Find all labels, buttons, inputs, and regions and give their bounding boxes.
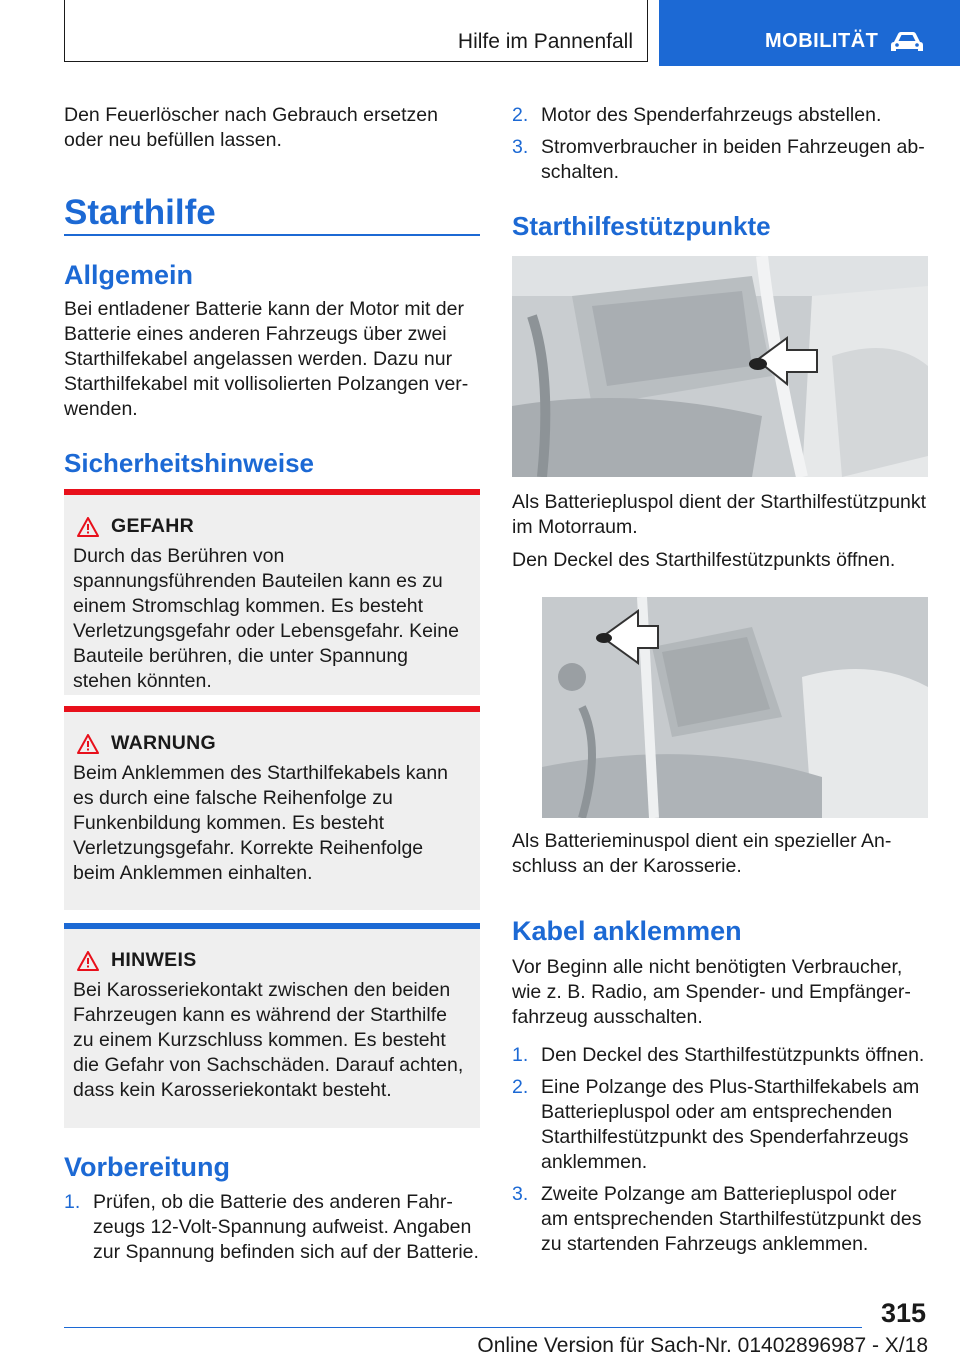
notice-text: Beim Anklemmen des Starthilfekabels kann es durch eine falsche Reihenfolge zu Funkenbildung kommen. Es besteht Verletzungsgefahr. Korrekte Reihenfolge beim Anklemmen einhalten. bbox=[73, 762, 449, 884]
general-heading: Allgemein bbox=[64, 260, 194, 290]
photo1-caption-block bbox=[512, 490, 928, 573]
engine-bay-photo-negative bbox=[542, 597, 928, 818]
points-heading: Starthilfestützpunkte bbox=[512, 211, 771, 241]
car-icon bbox=[889, 30, 925, 54]
prep-steps-left bbox=[64, 1190, 480, 1272]
list-item bbox=[512, 135, 928, 185]
warning-triangle-icon bbox=[77, 951, 99, 971]
step-number: 3. bbox=[512, 136, 529, 158]
step-text: Motor des Spenderfahrzeugs abstellen. bbox=[541, 104, 882, 126]
list-item bbox=[512, 1043, 928, 1068]
notice-text: Durch das Berühren von spannungsführenden Bauteilen kann es zu einem Stromschlag kommen. Es besteht Verletzungsgefahr oder Lebensgefahr. Keine Bauteile berühren, die unter Spannung stehen könnten. bbox=[73, 545, 459, 692]
connect-intro: Vor Beginn alle nicht benötigten Verbraucher, wie z. B. Radio, am Spender- und Empfängerfahrzeug ausschalten. bbox=[512, 956, 911, 1028]
step-number: 1. bbox=[64, 1191, 81, 1213]
list-item bbox=[512, 103, 928, 128]
engine-bay-photo-positive bbox=[512, 256, 928, 477]
page-title: Starthilfe bbox=[64, 193, 216, 232]
connect-steps bbox=[512, 1043, 928, 1264]
connect-heading: Kabel anklemmen bbox=[512, 916, 742, 946]
step-number: 2. bbox=[512, 1076, 529, 1098]
chapter-tab-label: MOBILITÄT bbox=[765, 30, 879, 52]
general-section bbox=[64, 297, 480, 422]
warning-triangle-icon bbox=[77, 517, 99, 537]
step-number: 1. bbox=[512, 1044, 529, 1066]
photo2-caption-block bbox=[512, 829, 928, 879]
left-column bbox=[64, 103, 480, 153]
step-number: 2. bbox=[512, 104, 529, 126]
title-rule bbox=[64, 234, 480, 236]
engine-bay-illustration bbox=[512, 256, 928, 477]
danger-notice bbox=[64, 489, 480, 695]
notice-title: WARNUNG bbox=[111, 732, 217, 754]
page-number: 315 bbox=[880, 1298, 926, 1328]
general-text: Bei entladener Batterie kann der Motor mit der Batterie eines anderen Fahrzeugs über zwei Starthilfekabel angelassen werden. Dazu nur Starthilfekabel mit vollisolierten Polzangen verwenden. bbox=[64, 298, 469, 420]
header-box bbox=[64, 0, 648, 62]
photo1-caption: Als Batteriepluspol dient der Starthilfestützpunkt im Motorraum. bbox=[512, 491, 927, 538]
notice-title: HINWEIS bbox=[111, 949, 197, 971]
list-item bbox=[512, 1075, 928, 1175]
connect-intro-block bbox=[512, 955, 928, 1030]
photo1-instruction: Den Deckel des Starthilfestützpunkts öffnen. bbox=[512, 549, 896, 571]
list-item bbox=[512, 1182, 928, 1257]
step-text: Den Deckel des Starthilfestützpunkts öffnen. bbox=[541, 1044, 925, 1066]
engine-bay-illustration-2 bbox=[542, 597, 928, 818]
step-text: Stromverbraucher in beiden Fahrzeugen abschalten. bbox=[541, 136, 925, 183]
step-text: Zweite Polzange am Batteriepluspol oder am entsprechenden Starthilfestützpunkt des zu startenden Fahrzeugs anklemmen. bbox=[541, 1183, 922, 1255]
notice-title: GEFAHR bbox=[111, 515, 195, 537]
prep-heading: Vorbereitung bbox=[64, 1152, 231, 1182]
photo2-caption: Als Batterieminuspol dient ein spezieller Anschluss an der Karosserie. bbox=[512, 830, 892, 877]
chapter-tab[interactable] bbox=[659, 0, 960, 66]
intro-text: Den Feuerlöscher nach Gebrauch ersetzen oder neu befüllen lassen. bbox=[64, 104, 438, 151]
step-text: Eine Polzange des Plus-Starthilfekabels am Batteriepluspol oder am entsprechenden Starthilfestützpunkt des Spenderfahrzeugs anklemmen. bbox=[541, 1076, 920, 1173]
warning-triangle-icon bbox=[77, 734, 99, 754]
footer-version-text: Online Version für Sach-Nr. 01402896987 - X/18 bbox=[477, 1334, 928, 1357]
footer-rule bbox=[64, 1327, 862, 1328]
list-item bbox=[64, 1190, 480, 1265]
prep-steps-right bbox=[512, 103, 928, 192]
notice-text: Bei Karosseriekontakt zwischen den beiden Fahrzeugen kann es während der Starthilfe zu einem Kurzschluss kommen. Es besteht die Gefahr von Sachschäden. Darauf achten, dass kein Karosseriekontakt besteht. bbox=[73, 979, 464, 1101]
safety-heading: Sicherheitshinweise bbox=[64, 448, 314, 478]
step-text: Prüfen, ob die Batterie des anderen Fahrzeugs 12-Volt-Spannung aufweist. Angaben zur Spannung befinden sich auf der Batterie. bbox=[93, 1191, 479, 1263]
step-number: 3. bbox=[512, 1183, 529, 1205]
hint-notice bbox=[64, 923, 480, 1128]
warning-notice bbox=[64, 706, 480, 910]
section-title: Hilfe im Pannenfall bbox=[457, 30, 633, 53]
